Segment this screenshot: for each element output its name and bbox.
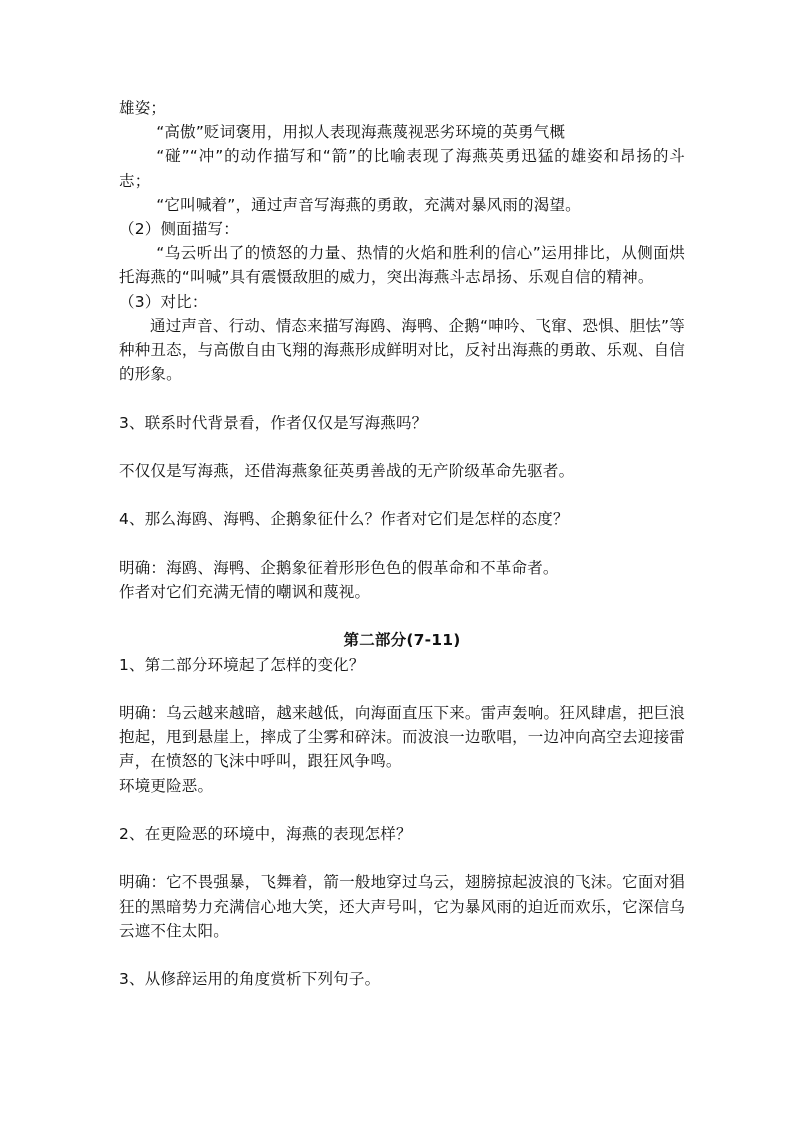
text-paragraph: “乌云听出了的愤怒的力量、热情的火焰和胜利的信心”运用排比，从侧面烘托海燕的“叫喊”具有震慑敌胆的威力，突出海燕斗志昂扬、乐观自信的精神。 [119,244,685,287]
spacer [119,677,685,701]
answer: 环境更险恶。 [119,776,214,795]
spacer [119,604,685,628]
spacer [119,386,685,410]
spacer [119,435,685,459]
answer: 作者对它们充满无情的嘲讽和蔑视。 [119,583,371,601]
text-paragraph: “碰”“冲”的动作描写和“箭”的比喻表现了海燕英勇迅猛的雄姿和昂扬的斗志； [119,147,685,190]
text-line: 雄姿； [119,99,167,117]
document-body [119,96,685,991]
subheading: （2）侧面描写： [119,220,239,239]
question: 1、第二部分环境起了怎样的变化？ [119,655,365,674]
answer: 明确：乌云越来越暗，越来越低，向海面直压下来。雷声轰响。狂风肆虐，把巨浪抱起，甩到悬崖上，摔成了尘雾和碎沫。而波浪一边歌唱，一边冲向高空去迎接雷声，在愤怒的飞沫中呼叫，跟狂风争鸣。 [119,703,685,771]
text-line: “它叫喊着”，通过声音写海燕的勇敢，充满对暴风雨的渴望。 [156,195,581,214]
question: 3、联系时代背景看，作者仅仅是写海燕吗？ [119,413,428,432]
answer: 明确：它不畏强暴，飞舞着，箭一般地穿过乌云，翅膀掠起波浪的飞沫。它面对猖狂的黑暗势力充满信心地大笑，还大声号叫，它为暴风雨的迫近而欢乐，它深信乌云遮不住太阳。 [119,873,685,940]
spacer [119,532,685,556]
text-line: “高傲”贬词褒用，用拟人表现海燕蔑视恶劣环境的英勇气概 [156,123,566,142]
section-title: 第二部分(7-11) [343,631,461,650]
question: 2、在更险恶的环境中，海燕的表现怎样？ [119,824,412,843]
spacer [119,483,685,507]
answer: 不仅仅是写海燕，还借海燕象征英勇善战的无产阶级革命先驱者。 [119,462,575,481]
answer: 明确：海鸥、海鸭、企鹅象征着形形色色的假革命和不革命者。 [119,558,559,577]
spacer [119,943,685,967]
spacer [119,798,685,822]
spacer [119,846,685,870]
question: 3、从修辞运用的角度赏析下列句子。 [119,970,381,989]
subheading: （3）对比： [119,292,208,311]
question: 4、那么海鸥、海鸭、企鹅象征什么？作者对它们是怎样的态度？ [119,510,569,529]
text-paragraph: 通过声音、行动、情态来描写海鸥、海鸭、企鹅“呻吟、飞窜、恐惧、胆怯”等种种丑态，与高傲自由飞翔的海燕形成鲜明对比，反衬出海燕的勇敢、乐观、自信的形象。 [119,316,685,384]
